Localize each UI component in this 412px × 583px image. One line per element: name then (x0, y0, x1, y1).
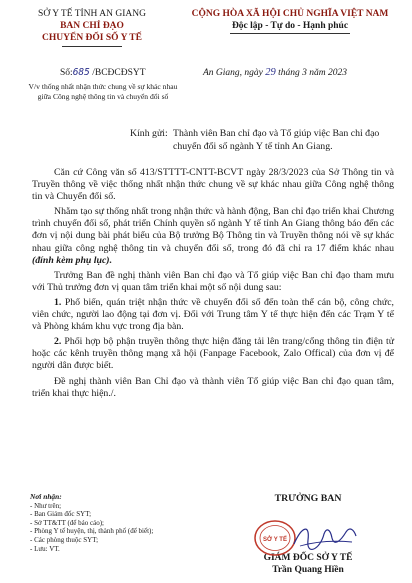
paragraph-request: Trưởng Ban đề nghị thành viên Ban chỉ đạo và Tổ giúp việc Ban chỉ đạo tham mưu với Thủ trưởng đơn vị quan tâm triển khai một số nội dung sau: (32, 269, 394, 293)
recipient-item: - Ban Giám đốc SYT; (30, 510, 92, 519)
national-motto: Độc lập - Tự do - Hạnh phúc (231, 21, 349, 31)
recipient-item: - Như trên; (30, 501, 62, 510)
paragraph-legal-basis: Căn cứ Công văn số 413/STTTT-CNTT-BCVT ngày 28/3/2023 của Sở Thông tin và Truyền thông về việc thống nhất nhận thức chung về sự khác nhau giữa Công nghệ thông tin và Chuyển đổi số. (32, 167, 394, 203)
handwritten-day: 29 (265, 67, 276, 78)
signer-title: TRƯỞNG BAN (274, 493, 342, 504)
recipient-item: - Phòng Y tế huyện, thị, thành phố (để biết); (30, 527, 154, 536)
agency-parent: SỞ Y TẾ TỈNH AN GIANG (38, 9, 146, 19)
agency-name: BAN CHỈ ĐẠO (60, 21, 124, 31)
signature-block (232, 493, 384, 575)
list-item-2: 2. Phối hợp bộ phận truyền thông thực hiện đăng tải lên trang/cổng thông tin điện tử hoặc các kênh truyền thông mạng xã hội (Fanpage Facebook, Zalo Offical) của đơn vị để người dân được biết. (32, 336, 394, 372)
handwritten-number: 685 (72, 67, 90, 78)
agency-header (22, 8, 162, 47)
national-title: CỘNG HÒA XÃ HỘI CHỦ NGHĨA VIỆT NAM (191, 9, 389, 19)
national-header (178, 8, 402, 34)
signer-name: Trần Quang Hiền (272, 565, 344, 575)
seal-text: SỞ Y TẾ (263, 537, 287, 543)
agency-name-2: CHUYỂN ĐỔI SỐ Y TẾ (42, 33, 142, 43)
recipient-item: - Lưu: VT. (30, 544, 60, 553)
paragraph-purpose: Nhằm tạo sự thống nhất trong nhận thức và hành động, Ban chỉ đạo triển khai Chương trình chuyển đổi số, phát triển Chính quyền số ngành Y tế tỉnh An Giang thông báo đến các đơn vị nội dung bài phát biểu của Bộ trưởng Bộ Thông tin và Truyền thông nói về sự khác nhau giữa công nghệ thông tin và chuyển đổi số, trong đó đã chỉ ra 17 điểm khác nhau (đính kèm phụ lục). (32, 206, 394, 266)
addressee-label: Kính gửi: (130, 128, 168, 139)
recipients-heading: Nơi nhận: (30, 492, 62, 501)
recipient-item: - Các phòng thuộc SYT; (30, 535, 99, 544)
header-divider (62, 46, 122, 47)
recipient-item: - Sở TT&TT (để báo cáo); (30, 518, 105, 527)
list-item-1: 1. Phổ biến, quán triệt nhận thức về chuyển đổi số đến toàn thể cán bộ, công chức, viên chức, người lao động tại đơn vị. Đối với Trung tâm Y tế thực hiện đến các Trạm Y tế và Phòng khám khu vực trong địa bàn. (32, 296, 394, 333)
document-number: Số:685 /BCĐCĐSYT (60, 67, 146, 78)
attachment-note: (đính kèm phụ lục). (32, 254, 113, 266)
signer-role: GIÁM ĐỐC SỞ Y TẾ (263, 553, 353, 563)
paragraph-closing: Đề nghị thành viên Ban Chỉ đạo và thành viên Tổ giúp việc Ban chỉ đạo quan tâm, triển khai thực hiện./. (32, 375, 394, 399)
handwritten-signature (290, 520, 360, 554)
addressee-text: Thành viên Ban chỉ đạo và Tổ giúp việc Ban chỉ đạo chuyển đổi số ngành Y tế tỉnh An Giang. (173, 128, 380, 152)
document-subject: V/v thống nhất nhận thức chung về sự khác nhau giữa Công nghệ thông tin và chuyển đổi số (28, 82, 178, 101)
document-date: An Giang, ngày 29 tháng 3 năm 2023 (203, 67, 348, 78)
document-body (32, 167, 394, 403)
recipients-list (30, 493, 153, 553)
motto-underline (230, 33, 350, 34)
